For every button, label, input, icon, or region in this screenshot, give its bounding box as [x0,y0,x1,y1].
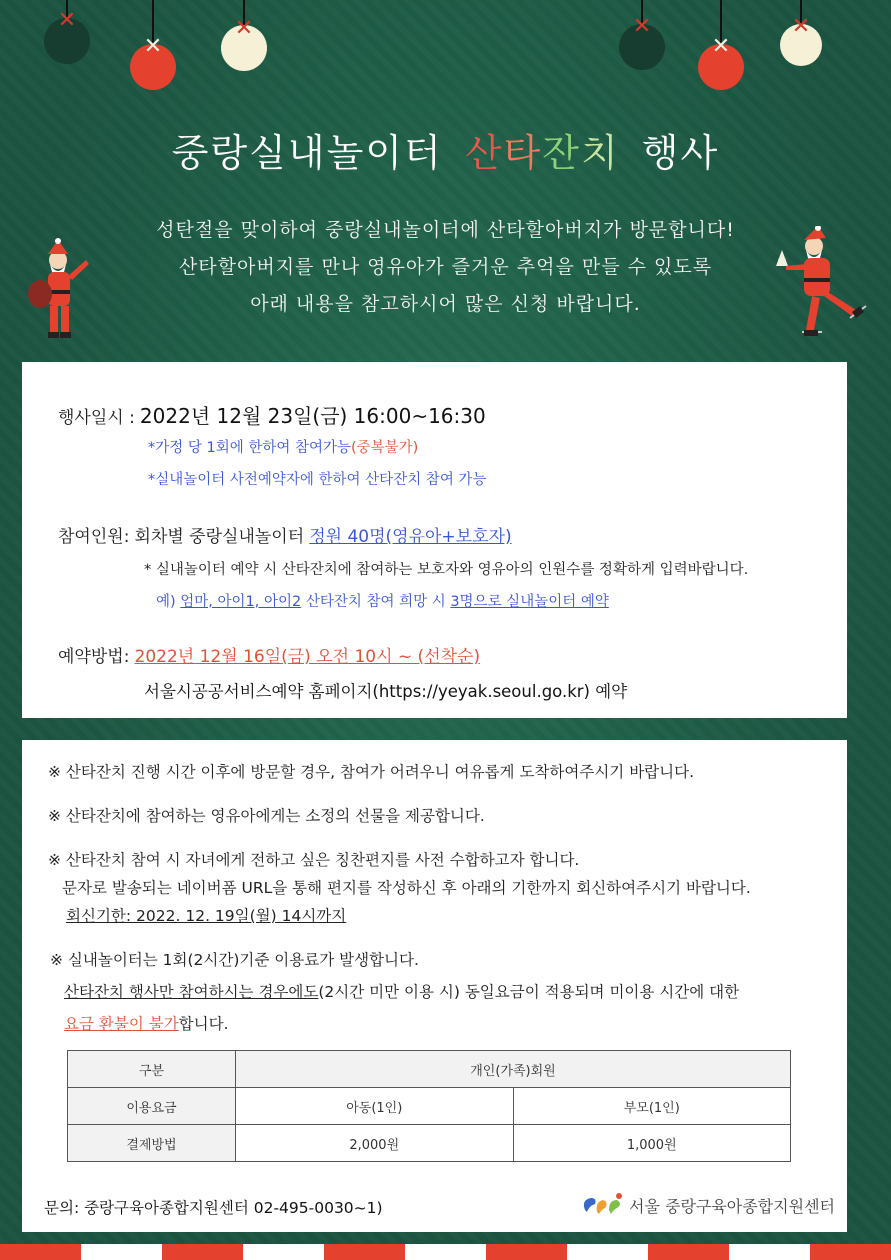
table-cell: 결제방법 [68,1125,236,1162]
ornament-3 [221,0,267,72]
note-no-duplicate: (중복불가) [351,440,419,456]
note-reservation-only: *실내놀이터 사전예약자에 한하여 산타잔치 참여 가능 [148,472,487,488]
notice-card [22,740,847,1232]
event-info-card [22,362,847,718]
example-prefix: 예) [156,594,176,610]
title-letter: 산 [464,131,504,175]
ornament-2 [130,0,176,92]
table-cell: 이용요금 [68,1088,236,1125]
people-capacity: 정원 40명(영유아+보호자) [309,527,512,547]
title-highlight [465,131,620,175]
people-value: 회차별 중랑실내놀이터 [134,527,305,547]
ornament-1 [44,0,90,66]
table-header-category: 구분 [68,1051,236,1088]
title-letter: 잔 [542,131,581,175]
bow-icon: ✕ [711,34,731,59]
fee-table [67,1050,791,1162]
notice-fee-condition: 산타잔치 행사만 참여하시는 경우에도 [64,983,319,1001]
reserve-date: 2022년 12월 16일(금) 오전 10시 ~ (선착순) [134,647,481,667]
notice-no-refund: 요금 환불이 불가 [64,1015,179,1033]
bow-icon: ✕ [632,14,652,39]
intro-text: 성탄절을 맞이하여 중랑실내놀이터에 산타할아버지가 방문합니다! 산타할아버지를 만나 영유아가 즐거운 추억을 만들 수 있도록 아래 내용을 참고하시어 많은 신청 바랍니다. [156,219,735,315]
table-row [68,1088,791,1125]
center-logo [579,1192,835,1218]
title-letter: 타 [503,131,543,175]
santa-left-icon [28,238,92,342]
title-letter: 치 [580,131,620,175]
bow-icon: ✕ [57,8,77,33]
table-cell: 아동(1인) [236,1088,514,1125]
ornament-6 [780,0,822,70]
example-middle: 산타잔치 참여 희망 시 [305,594,446,610]
table-header-member: 개인(가족)회원 [236,1051,791,1088]
logo-icon [579,1192,625,1218]
table-cell: 1,000원 [513,1125,791,1162]
example-booking: 3명으로 실내놀이터 예약 [450,594,609,610]
ornament-5 [698,0,744,92]
table-row [68,1051,791,1088]
example-members: 엄마, 아이1, 아이2 [180,594,302,610]
notice-letter: ※ 산타잔치 참여 시 자녀에게 전하고 싶은 칭찬편지를 사전 수합하고자 합니다. [48,851,580,869]
notice-letter-detail: 문자로 발송되는 네이버폼 URL을 통해 편지를 작성하신 후 아래의 기한까지 회신하여주시기 바랍니다. [62,879,751,897]
notice-arrival: ※ 산타잔치 진행 시간 이후에 방문할 경우, 참여가 어려우니 여유롭게 도착하여주시기 바랍니다. [48,763,695,781]
bow-icon: ✕ [791,14,811,39]
page-title: 중랑실내놀이터 산타잔치 행사 [171,131,720,175]
ornament-4 [619,0,665,72]
logo-text: 서울 중랑구육아종합지원센터 [628,1196,835,1216]
santa-right-icon [766,226,876,350]
notice-gift: ※ 산타잔치에 참여하는 영유아에게는 소정의 선물을 제공합니다. [48,807,485,825]
people-label: 참여인원: [58,527,130,547]
reserve-site: 서울시공공서비스예약 홈페이지(https://yeyak.seoul.go.kr) 예약 [144,682,628,701]
notice-reply-deadline: 회신기한: 2022. 12. 19일(월) 14시까지 [66,907,347,925]
notice-fee: ※ 실내놀이터는 1회(2시간)기준 이용료가 발생합니다. [50,951,419,969]
notice-fee-rule: (2시간 미만 이용 시) 동일요금이 적용되며 미이용 시간에 대한 [318,983,740,1001]
date-value: 2022년 12월 23일(금) 16:00~16:30 [139,404,486,428]
bow-icon: ✕ [234,16,254,41]
notice-fee-end: 합니다. [178,1015,229,1033]
date-label: 행사일시 : [58,408,135,428]
people-note: * 실내놀이터 예약 시 산타잔치에 참여하는 보호자와 영유아의 인원수를 정확하게 입력바랍니다. [144,562,749,578]
reserve-label: 예약방법: [58,647,130,667]
note-once-per-family: *가정 당 1회에 한하여 참여가능 [148,440,351,456]
contact-info: 문의: 중랑구육아종합지원센터 02-495-0030~1) [44,1199,383,1217]
table-cell: 2,000원 [236,1125,514,1162]
table-cell: 부모(1인) [513,1088,791,1125]
bottom-stripes [0,1244,891,1260]
bow-icon: ✕ [143,34,163,59]
table-row [68,1125,791,1162]
